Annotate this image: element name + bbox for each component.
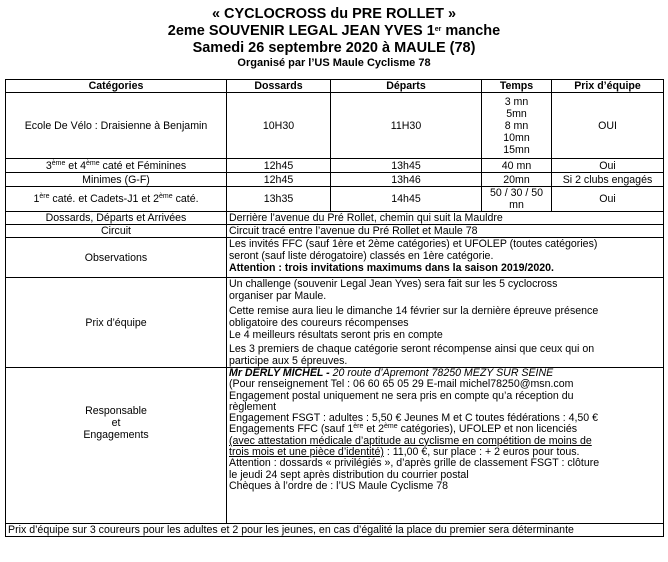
row-category: Ecole De Vélo : Draisienne à Benjamin bbox=[6, 93, 227, 159]
cat-text: caté et Féminines bbox=[99, 159, 187, 172]
row-category bbox=[6, 187, 227, 212]
cat-text: 1 bbox=[33, 193, 40, 205]
table-row bbox=[6, 93, 664, 159]
label-line: et bbox=[111, 417, 121, 429]
row-prix: Oui bbox=[552, 187, 664, 212]
footer-row bbox=[6, 524, 664, 537]
text-line: Chèques à l’ordre de : l’US Maule Cyclisme 78 bbox=[229, 479, 449, 492]
col-header-temps: Temps bbox=[482, 80, 552, 93]
ffc-sup: ère bbox=[353, 423, 364, 431]
event-organizer: Organisé par l’US Maule Cyclisme 78 bbox=[237, 57, 431, 69]
price-text: : 11,00 €, sur place : + 2 euros pour tous. bbox=[383, 446, 580, 459]
info-label: Dossards, Départs et Arrivées bbox=[6, 212, 227, 225]
text-line: Attention : dossards « privilégiés », d’après grille de classement FSGT : clôture bbox=[229, 457, 600, 470]
table-row bbox=[6, 187, 664, 212]
info-text bbox=[227, 238, 664, 278]
cat-sup: ème bbox=[159, 193, 173, 200]
ffc-text: et 2 bbox=[363, 423, 384, 436]
row-prix: Oui bbox=[552, 159, 664, 173]
row-departs: 14h45 bbox=[331, 187, 482, 212]
event-subtitle bbox=[0, 23, 668, 40]
text-line: Un challenge (souvenir Legal Jean Yves) sera fait sur les 5 cyclocross bbox=[229, 278, 558, 290]
cat-text: caté. et Cadets-J1 et 2 bbox=[49, 193, 159, 205]
ffc-text: catégories), UFOLEP et non licenciés bbox=[397, 423, 578, 436]
table-row bbox=[6, 173, 664, 187]
info-label: Prix d’équipe bbox=[6, 278, 227, 368]
row-departs: 13h46 bbox=[331, 173, 482, 187]
info-row-prix bbox=[6, 278, 664, 368]
cat-sup: ème bbox=[85, 159, 100, 167]
text-line: organiser par Maule. bbox=[229, 290, 327, 302]
temps-line: 15mn bbox=[503, 143, 530, 156]
subtitle-suffix: manche bbox=[441, 23, 501, 39]
footer-note: Prix d’équipe sur 3 coureurs pour les adultes et 2 pour les jeunes, en cas d’égalité la place du premier sera déterminante bbox=[6, 524, 664, 537]
row-temps: 20mn bbox=[482, 173, 552, 187]
col-header-categories: Catégories bbox=[6, 80, 227, 93]
temps-line: 8 mn bbox=[504, 119, 529, 132]
subtitle-text: 2eme SOUVENIR LEGAL JEAN YVES 1 bbox=[167, 23, 435, 39]
text-line: Le 4 meilleurs résultats seront pris en compte bbox=[229, 329, 443, 341]
temps-line: 5mn bbox=[506, 107, 527, 120]
row-temps bbox=[482, 93, 552, 159]
text-line: obligatoire des coureurs récompenses bbox=[229, 317, 409, 329]
info-row-circuit bbox=[6, 225, 664, 238]
info-text bbox=[227, 368, 664, 524]
temps-line: 3 mn bbox=[504, 95, 529, 108]
ffc-text: Engagements FFC (sauf 1 bbox=[229, 423, 354, 436]
cat-text: et 4 bbox=[65, 159, 86, 172]
table-header-row bbox=[6, 80, 664, 93]
info-text: Derrière l’avenue du Pré Rollet, chemin qui suit la Mauldre bbox=[227, 212, 664, 225]
row-dossards: 12h45 bbox=[227, 159, 331, 173]
text-line: règlement bbox=[229, 400, 277, 413]
row-departs: 11H30 bbox=[331, 93, 482, 159]
label-line: Engagements bbox=[83, 429, 149, 441]
row-category: Minimes (G-F) bbox=[6, 173, 227, 187]
contact-address: 20 route d’Apremont 78250 MEZY SUR SEINE bbox=[329, 367, 554, 379]
row-category bbox=[6, 159, 227, 173]
text-line: (Pour renseignement Tel : 06 60 65 05 29 E-mail michel78250@msn.com bbox=[229, 378, 574, 391]
underlined-text: trois mois et une pièce d’identité) bbox=[229, 446, 384, 459]
col-header-departs: Départs bbox=[331, 80, 482, 93]
info-label: Observations bbox=[6, 238, 227, 278]
row-prix: OUI bbox=[552, 93, 664, 159]
schedule-table bbox=[5, 79, 664, 537]
info-row-responsable bbox=[6, 368, 664, 524]
event-title: « CYCLOCROSS du PRE ROLLET » bbox=[211, 6, 457, 22]
info-label: Circuit bbox=[6, 225, 227, 238]
cat-sup: ème bbox=[51, 159, 66, 167]
text-line: Engagement FSGT : adultes : 5,50 € Jeunes M et C toutes fédérations : 4,50 € bbox=[229, 412, 599, 425]
subtitle-sup: er bbox=[434, 26, 442, 33]
row-departs: 13h45 bbox=[331, 159, 482, 173]
cat-sup: ère bbox=[39, 193, 50, 200]
table-row bbox=[6, 159, 664, 173]
text-line: participe aux 5 épreuves. bbox=[229, 355, 348, 367]
col-header-prix: Prix d’équipe bbox=[552, 80, 664, 93]
text-line: Engagement postal uniquement ne sera pris en compte qu’a réception du bbox=[229, 389, 574, 402]
row-prix: Si 2 clubs engagés bbox=[552, 173, 664, 187]
text-line: Les 3 premiers de chaque catégorie seront récompense ainsi que ceux qui on bbox=[229, 343, 595, 355]
warning-line: Attention : trois invitations maximums dans la saison 2019/2020. bbox=[229, 262, 554, 274]
row-temps: 50 / 30 / 50 mn bbox=[482, 187, 552, 212]
info-label bbox=[6, 368, 227, 524]
row-dossards: 10H30 bbox=[227, 93, 331, 159]
row-dossards: 12h45 bbox=[227, 173, 331, 187]
temps-line: 10mn bbox=[503, 131, 530, 144]
text-line: le jeudi 24 sept après distribution du courrier postal bbox=[229, 468, 469, 481]
cat-text: caté. bbox=[172, 193, 199, 205]
row-dossards: 13h35 bbox=[227, 187, 331, 212]
row-temps: 40 mn bbox=[482, 159, 552, 173]
info-row-observations bbox=[6, 238, 664, 278]
info-row-dossards bbox=[6, 212, 664, 225]
underlined-line: (avec attestation médicale d’aptitude au cyclisme en compétition de moins de bbox=[229, 434, 592, 447]
text-line: Les invités FFC (sauf 1ère et 2ème catégories) et UFOLEP (toutes catégories) bbox=[229, 238, 598, 250]
ffc-sup: ème bbox=[384, 423, 398, 431]
cat-text: 3 bbox=[45, 159, 52, 172]
label-line: Responsable bbox=[85, 405, 147, 417]
document-header bbox=[0, 6, 668, 70]
col-header-dossards: Dossards bbox=[227, 80, 331, 93]
text-line: seront (sauf liste dérogatoire) classés en 1ère catégorie. bbox=[229, 250, 494, 262]
event-date: Samedi 26 septembre 2020 à MAULE (78) bbox=[192, 40, 476, 56]
contact-name: Mr DERLY MICHEL - bbox=[229, 367, 330, 379]
text-line: Cette remise aura lieu le dimanche 14 février sur la dernière épreuve présence bbox=[229, 305, 599, 317]
info-text: Circuit tracé entre l’avenue du Pré Rollet et Maule 78 bbox=[227, 225, 664, 238]
info-text bbox=[227, 278, 664, 368]
